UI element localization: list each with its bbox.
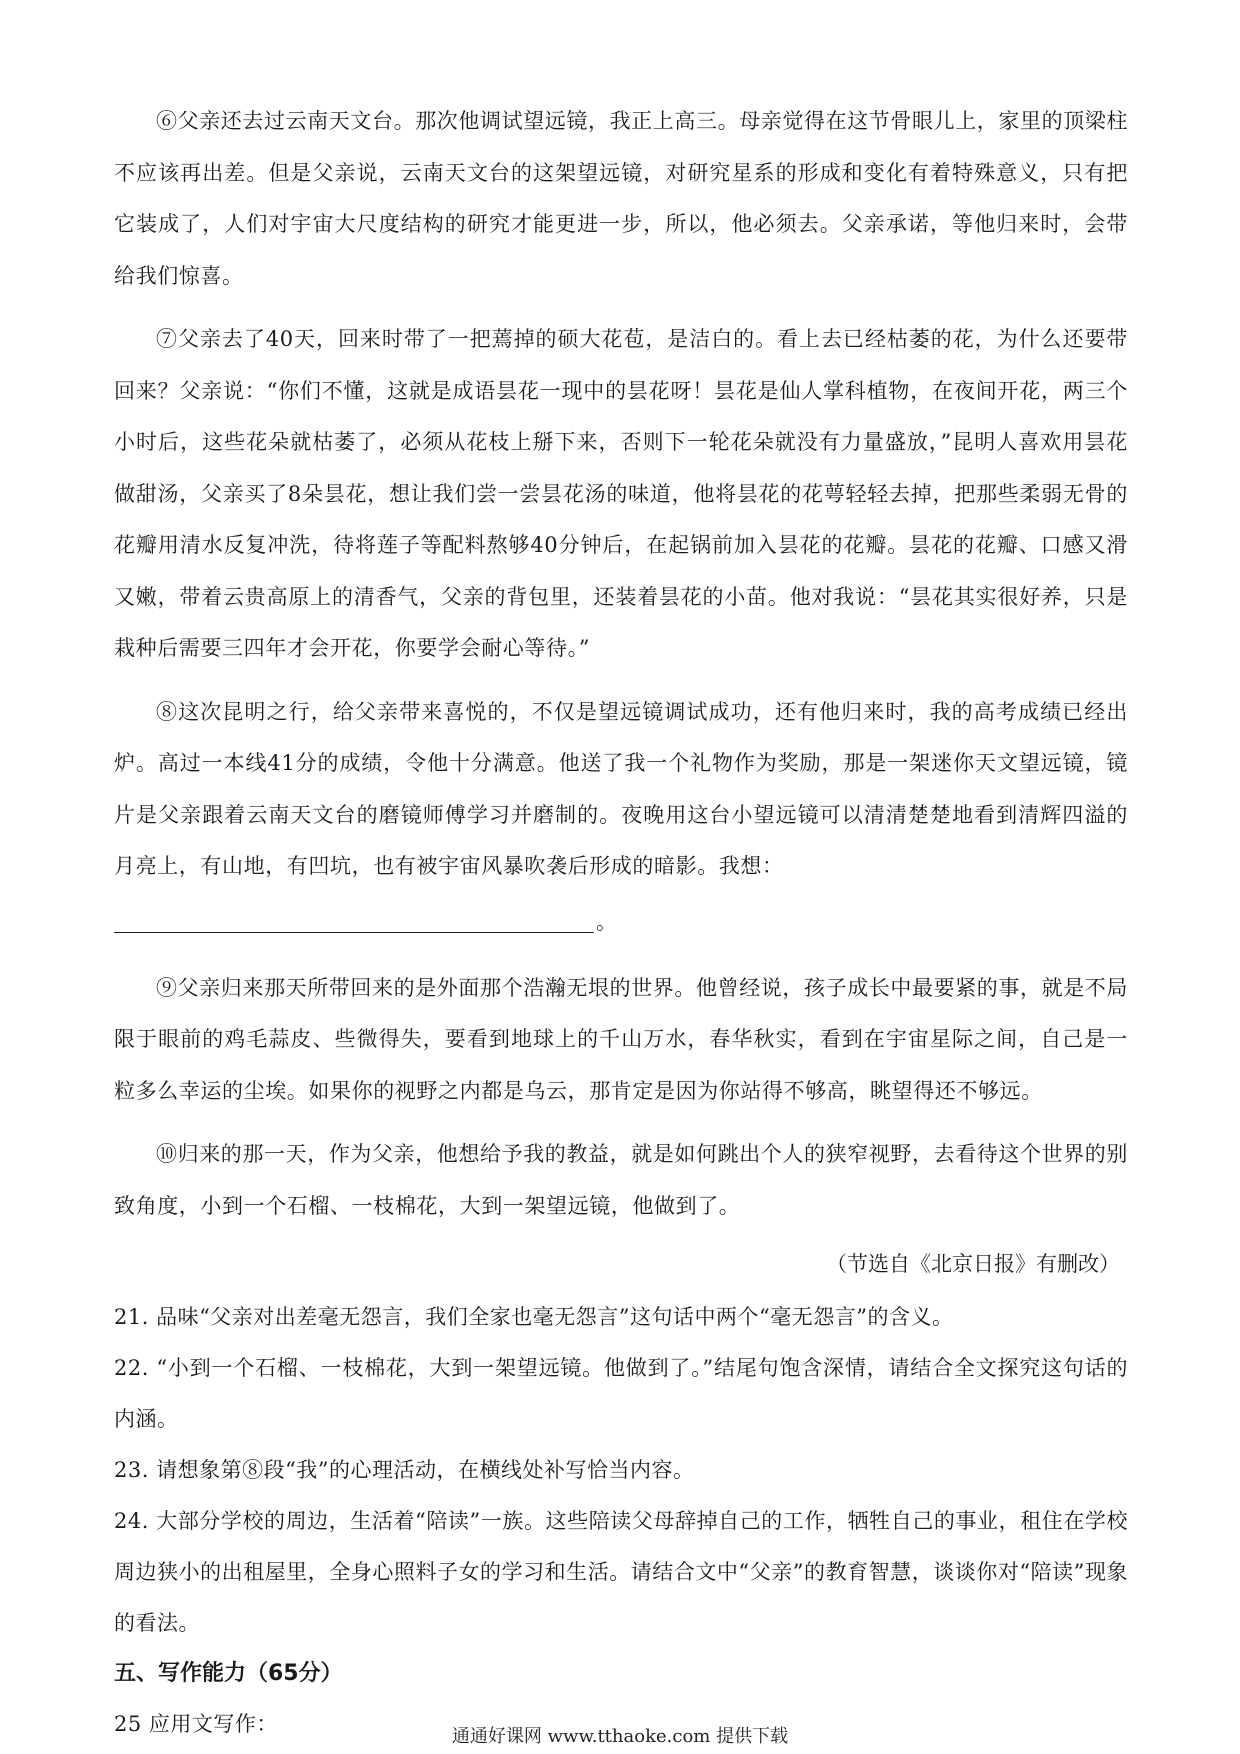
section-title: 五、写作能力（65分） xyxy=(114,1661,343,1686)
paragraph-6: ⑥父亲还去过云南天文台。那次他调试望远镜，我正上高三。母亲觉得在这节骨眼儿上，家里的顶梁柱不应该再出差。但是父亲说，云南天文台的这架望远镜，对研究星系的形成和变化有着特殊意义，只有把它装成了，人们对宇宙大尺度结构的研究才能更进一步，所以，他必须去。父亲承诺，等他归来时，会带给我们惊喜。 xyxy=(114,109,1128,288)
question-23: 23. 请想象第⑧段“我”的心理活动，在横线处补写恰当内容。 xyxy=(114,1458,695,1482)
source-citation: （节选自《北京日报》有删改） xyxy=(826,1252,1120,1276)
paragraph-7: ⑦父亲去了40天，回来时带了一把蔫掉的硕大花苞，是洁白的。看上去已经枯萎的花，为什么还要带回来？父亲说：“你们不懂，这就是成语昙花一现中的昙花呀！昙花是仙人掌科植物，在夜间开花，两三个小时后，这些花朵就枯萎了，必须从花枝上掰下来，否则下一轮花朵就没有力量盛放，”昆明人喜欢用昙花做甜汤，父亲买了8朵昙花，想让我们尝一尝昙花汤的味道，他将昙花的花萼轻轻去掉，把那些柔弱无骨的花瓣用清水反复冲洗，待将莲子等配料熬够40分钟后，在起锅前加入昙花的花瓣。昙花的花瓣、口感又滑又嫩，带着云贵高原上的清香气，父亲的背包里，还装着昙花的小苗。他对我说：“昙花其实很好养，只是栽种后需要三四年才会开花，你要学会耐心等待。” xyxy=(114,327,1128,660)
question-22: 22. “小到一个石榴、一枝棉花，大到一架望远镜。他做到了。”结尾句饱含深情，请结合全文探究这句话的内涵。 xyxy=(114,1356,1128,1431)
question-24: 24. 大部分学校的周边，生活着“陪读”一族。这些陪读父母辞掉自己的工作，牺牲自己的事业，租住在学校周边狭小的出租屋里，全身心照料子女的学习和生活。请结合文中“父亲”的教育智慧，谈谈你对“陪读”现象的看法。 xyxy=(114,1509,1128,1635)
blank-period: 。 xyxy=(596,909,617,934)
paragraph-8: ⑧这次昆明之行，给父亲带来喜悦的，不仅是望远镜调试成功，还有他归来时，我的高考成绩已经出炉。高过一本线41分的成绩，令他十分满意。他送了我一个礼物作为奖励，那是一架迷你天文望远镜，镜片是父亲跟着云南天文台的磨镜师傅学习并磨制的。夜晚用这台小望远镜可以清清楚楚地看到清辉四溢的月亮上，有山地，有凹坑，也有被宇宙风暴吹袭后形成的暗影。我想： xyxy=(114,699,1128,878)
paragraph-9: ⑨父亲归来那天所带回来的是外面那个浩瀚无垠的世界。他曾经说，孩子成长中最要紧的事，就是不局限于眼前的鸡毛蒜皮、些微得失，要看到地球上的千山万水，春华秋实，看到在宇宙星际之间，自己是一粒多么幸运的尘埃。如果你的视野之内都是乌云，那肯定是因为你站得不够高，眺望得还不够远。 xyxy=(114,975,1128,1103)
question-25: 25 应用文写作： xyxy=(114,1712,278,1736)
fill-in-blank-line xyxy=(114,893,1128,933)
page-footer: 通通好课网 www.tthaoke.com 提供下载 xyxy=(451,1726,789,1747)
paragraph-10: ⑩归来的那一天，作为父亲，他想给予我的教益，就是如何跳出个人的狭窄视野，去看待这个世界的别致角度，小到一个石榴、一枝棉花，大到一架望远镜，他做到了。 xyxy=(114,1142,1128,1218)
blank-underline xyxy=(114,931,594,933)
question-21: 21. 品味“父亲对出差毫无怨言，我们全家也毫无怨言”这句话中两个“毫无怨言”的含义。 xyxy=(114,1305,954,1329)
